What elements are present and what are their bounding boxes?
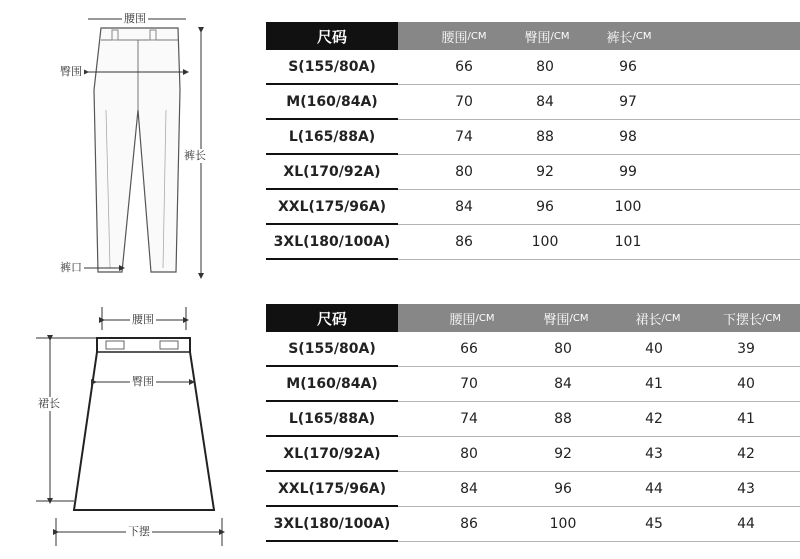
pants-header-length: 裤长 /CM: [606, 30, 652, 46]
hem-cell: 44: [737, 516, 755, 532]
waist-cell: 80: [460, 446, 478, 462]
length-cell: 41: [645, 376, 663, 392]
pants-size-table: [266, 22, 800, 260]
waist-cell: 66: [455, 59, 473, 75]
table-row: [266, 155, 800, 190]
hip-cell: 92: [536, 164, 554, 180]
skirt-hip-label: 臀围: [132, 375, 154, 388]
size-cell: S(155/80A): [266, 50, 398, 85]
size-cell: XL(170/92A): [266, 155, 398, 190]
waist-cell: 66: [460, 341, 478, 357]
table-row: [266, 472, 800, 507]
size-cell: XXL(175/96A): [266, 472, 398, 507]
hip-cell: 96: [554, 481, 572, 497]
length-cell: 40: [645, 341, 663, 357]
length-cell: 99: [619, 164, 637, 180]
hem-cell: 39: [737, 341, 755, 357]
table-row: [266, 85, 800, 120]
table-row: [266, 120, 800, 155]
waist-cell: 70: [455, 94, 473, 110]
waist-cell: 86: [460, 516, 478, 532]
skirt-drawing: [0, 300, 230, 559]
hip-cell: 88: [536, 129, 554, 145]
skirt-size-table: [266, 304, 800, 542]
size-cell: 3XL(180/100A): [266, 507, 398, 542]
table-row: [266, 50, 800, 85]
pants-size-header: 尺码: [266, 22, 398, 50]
hip-cell: 84: [554, 376, 572, 392]
hip-cell: 100: [549, 516, 577, 532]
skirt-length-label: 裙长: [38, 397, 60, 410]
size-cell: M(160/84A): [266, 367, 398, 402]
size-cell: M(160/84A): [266, 85, 398, 120]
skirt-hem-label: 下摆: [128, 525, 150, 538]
length-cell: 98: [619, 129, 637, 145]
waist-cell: 74: [460, 411, 478, 427]
skirt-header-waist: 腰围 /CM: [449, 312, 495, 328]
hem-cell: 42: [737, 446, 755, 462]
pants-diagram: [0, 0, 230, 290]
pants-drawing: [0, 0, 230, 290]
length-cell: 44: [645, 481, 663, 497]
hip-cell: 100: [531, 234, 559, 250]
hem-cell: 41: [737, 411, 755, 427]
hip-cell: 88: [554, 411, 572, 427]
pants-header-hip: 臀围 /CM: [524, 30, 570, 46]
skirt-header-hem: 下摆长 /CM: [723, 312, 781, 328]
waist-cell: 84: [460, 481, 478, 497]
skirt-header-hip: 臀围 /CM: [543, 312, 589, 328]
size-cell: XXL(175/96A): [266, 190, 398, 225]
table-row: [266, 402, 800, 437]
waist-cell: 84: [455, 199, 473, 215]
pants-header-waist: 腰围 /CM: [441, 30, 487, 46]
size-cell: 3XL(180/100A): [266, 225, 398, 260]
pants-waist-label: 腰围: [124, 12, 146, 25]
table-row: [266, 332, 800, 367]
pants-table-header: [266, 22, 800, 50]
length-cell: 101: [614, 234, 642, 250]
length-cell: 43: [645, 446, 663, 462]
length-cell: 96: [619, 59, 637, 75]
skirt-size-header: 尺码: [266, 304, 398, 332]
length-cell: 42: [645, 411, 663, 427]
table-row: [266, 225, 800, 260]
length-cell: 100: [614, 199, 642, 215]
table-row: [266, 437, 800, 472]
hip-cell: 80: [554, 341, 572, 357]
hip-cell: 92: [554, 446, 572, 462]
skirt-table-header: [266, 304, 800, 332]
pants-hip-label: 臀围: [60, 65, 82, 78]
skirt-header-length: 裙长 /CM: [635, 312, 681, 328]
hip-cell: 96: [536, 199, 554, 215]
table-row: [266, 367, 800, 402]
pants-length-label: 裤长: [184, 149, 206, 162]
hip-cell: 80: [536, 59, 554, 75]
size-cell: L(165/88A): [266, 120, 398, 155]
length-cell: 45: [645, 516, 663, 532]
table-row: [266, 190, 800, 225]
hem-cell: 43: [737, 481, 755, 497]
waist-cell: 86: [455, 234, 473, 250]
size-cell: S(155/80A): [266, 332, 398, 367]
hem-cell: 40: [737, 376, 755, 392]
waist-cell: 70: [460, 376, 478, 392]
size-cell: L(165/88A): [266, 402, 398, 437]
waist-cell: 80: [455, 164, 473, 180]
waist-cell: 74: [455, 129, 473, 145]
table-row: [266, 507, 800, 542]
skirt-diagram: [0, 300, 230, 559]
size-cell: XL(170/92A): [266, 437, 398, 472]
hip-cell: 84: [536, 94, 554, 110]
pants-hem-label: 裤口: [60, 261, 82, 274]
length-cell: 97: [619, 94, 637, 110]
skirt-waist-label: 腰围: [132, 313, 154, 326]
